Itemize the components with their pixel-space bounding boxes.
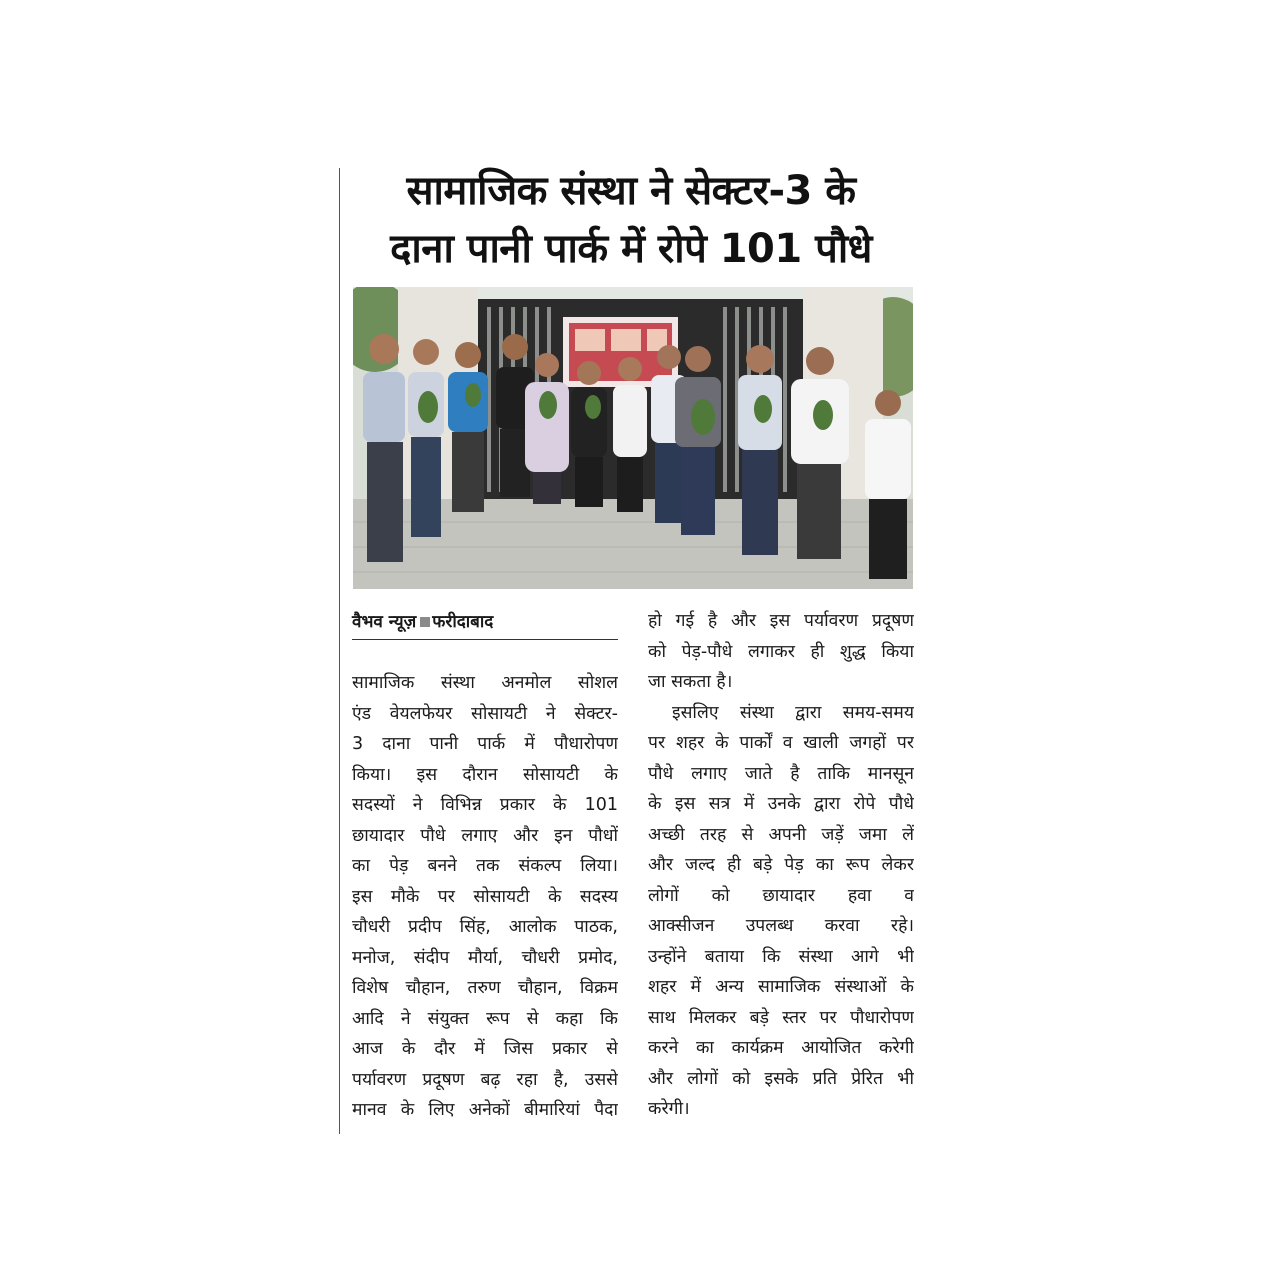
headline	[346, 162, 916, 278]
text-line: विशेष चौहान, तरुण चौहान, विक्रम	[352, 978, 618, 998]
byline-source: वैभव न्यूज़	[352, 612, 417, 632]
text-line: पर्यावरण प्रदूषण बढ़ रहा है, उससे	[352, 1069, 618, 1090]
text-line: पर शहर के पार्कों व खाली जगहों पर	[648, 733, 914, 753]
text-line: चौधरी प्रदीप सिंह, आलोक पाठक,	[352, 917, 618, 937]
text-line: साथ मिलकर बड़े स्तर पर पौधारोपण	[648, 1007, 914, 1028]
text-line: करने का कार्यक्रम आयोजित करेगी	[648, 1038, 914, 1058]
text-line: छायादार पौधे लगाए और इन पौधों	[352, 825, 618, 846]
article-column-left	[352, 668, 618, 1126]
text-line: लोगों को छायादार हवा व	[648, 885, 914, 906]
text-line: आक्सीजन उपलब्ध करवा रहे।	[648, 916, 914, 936]
news-photo	[353, 287, 913, 589]
text-line: मानव के लिए अनेकों बीमारियां पैदा	[352, 1100, 618, 1120]
text-line: आदि ने संयुक्त रूप से कहा कि	[352, 1008, 618, 1029]
text-line: हो गई है और इस पर्यावरण प्रदूषण	[648, 611, 914, 631]
text-line: शहर में अन्य सामाजिक संस्थाओं के	[648, 977, 914, 997]
text-line: 3 दाना पानी पार्क में पौधारोपण	[352, 734, 618, 754]
text-line: पौधे लगाए जाते है ताकि मानसून	[648, 763, 914, 784]
text-line: उन्होंने बताया कि संस्था आगे भी	[648, 946, 914, 967]
headline-line-1: सामाजिक संस्था ने सेक्टर-3 के	[406, 168, 856, 214]
text-line: के इस सत्र में उनके द्वारा रोपे पौधे	[648, 794, 914, 814]
text-line: इस मौके पर सोसायटी के सदस्य	[352, 886, 618, 907]
text-line: जा सकता है।	[648, 672, 733, 692]
text-line: करेगी।	[648, 1099, 690, 1119]
text-line: सदस्यों ने विभिन्न प्रकार के 101	[352, 795, 618, 815]
text-line: इसलिए संस्था द्वारा समय-समय	[672, 702, 914, 723]
article-column-right	[648, 606, 914, 1125]
headline-line-2: दाना पानी पार्क में रोपे 101 पौधे	[390, 226, 872, 272]
byline	[352, 609, 618, 640]
text-line: को पेड़-पौधे लगाकर ही शुद्ध किया	[648, 641, 914, 662]
text-line: का पेड़ बनने तक संकल्प लिया।	[352, 856, 618, 876]
text-line: अच्छी तरह से अपनी जड़ें जमा लें	[648, 824, 914, 845]
text-line: आज के दौर में जिस प्रकार से	[352, 1039, 618, 1059]
text-line: और जल्द ही बड़े पेड़ का रूप लेकर	[648, 855, 914, 875]
text-line: और लोगों को इसके प्रति प्रेरित भी	[648, 1068, 914, 1089]
column-rule	[339, 168, 340, 1134]
text-line: एंड वेयलफेयर सोसायटी ने सेक्टर-	[352, 703, 618, 724]
text-line: किया। इस दौरान सोसायटी के	[352, 764, 618, 785]
text-line: मनोज, संदीप मौर्या, चौधरी प्रमोद,	[352, 947, 618, 968]
byline-city: फरीदाबाद	[432, 612, 494, 632]
byline-separator	[420, 617, 430, 627]
text-line: सामाजिक संस्था अनमोल सोशल	[352, 673, 618, 693]
